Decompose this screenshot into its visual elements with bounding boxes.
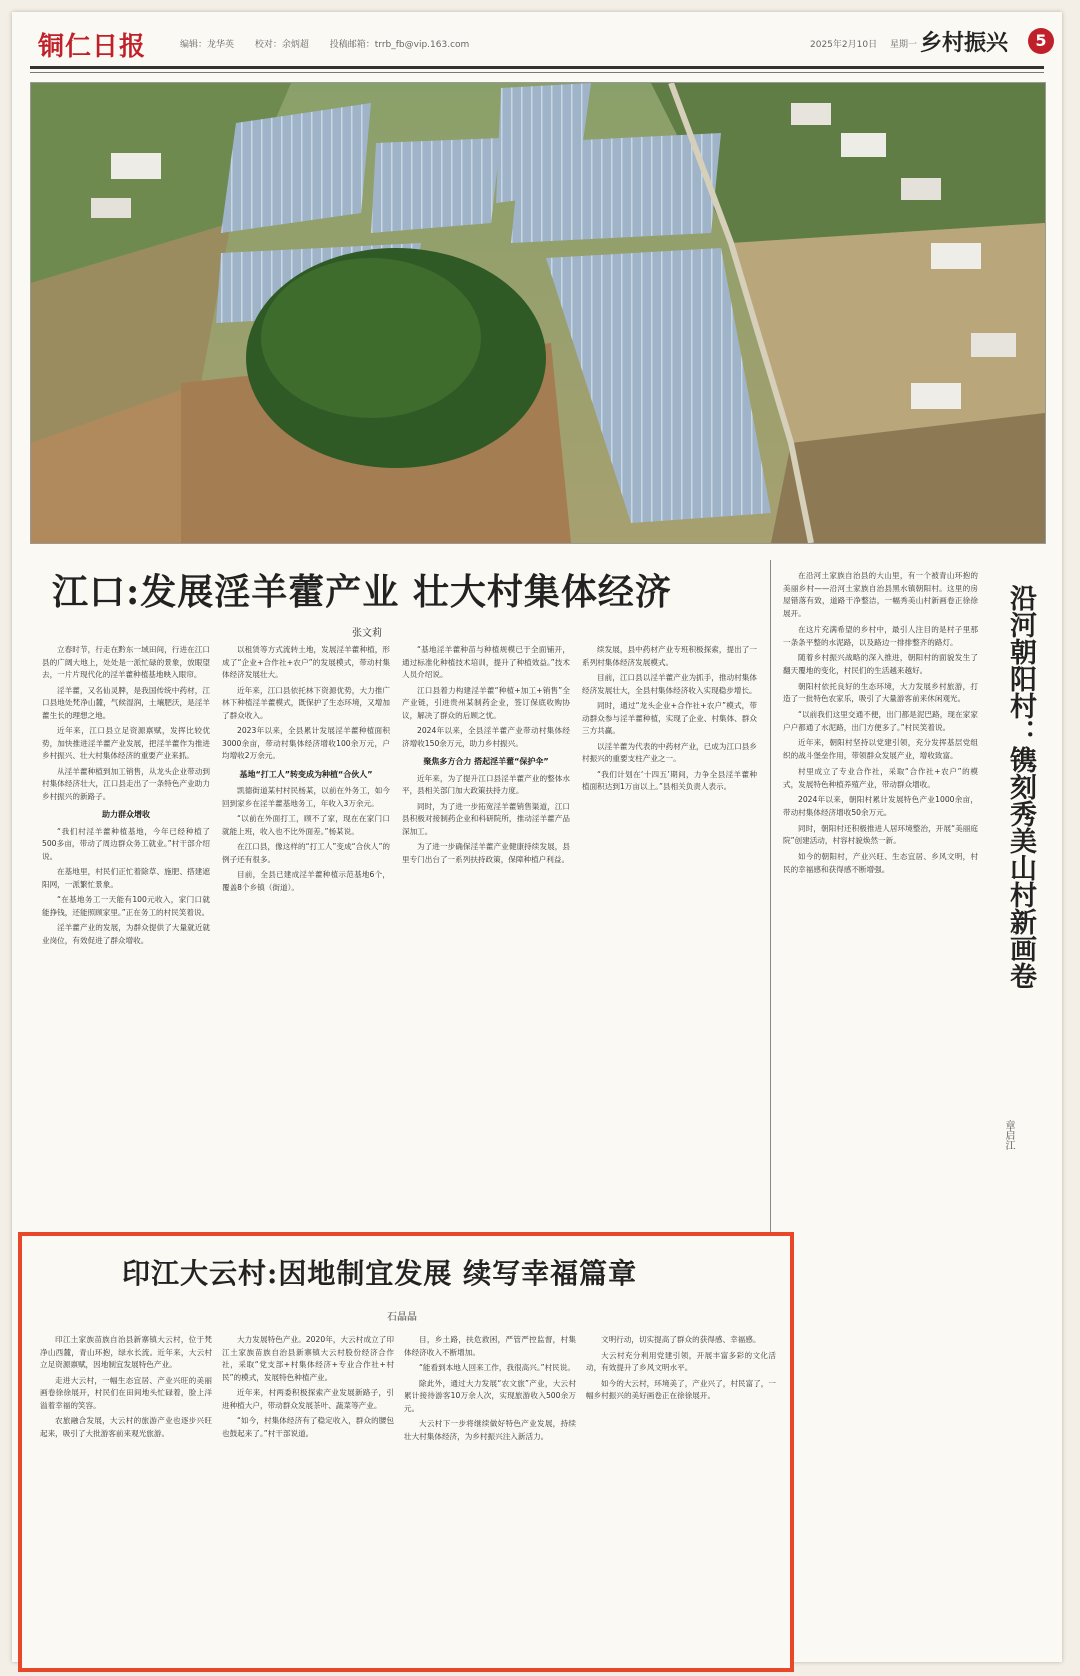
article1-paragraph: 淫羊藿，又名仙灵脾，是我国传统中药材，江口县地处梵净山麓，气候湿润，土壤肥沃，是淫羊藿生长的理想之地。 (42, 685, 210, 720)
sidebar-paragraph: 村里成立了专业合作社，采取“合作社+农户”的模式，发展特色种植养殖产业，带动群众增收。 (783, 766, 978, 789)
submission-email: 投稿邮箱：trrb_fb@vip.163.com (329, 40, 470, 50)
sidebar-body (783, 570, 978, 1650)
sidebar-paragraph: 如今的朝阳村，产业兴旺、生态宜居、乡风文明，村民的幸福感和获得感不断增强。 (783, 852, 978, 874)
section-title: 乡村振兴 (920, 31, 1009, 56)
article2-headline: 印江大云村:因地制宜发展 续写幸福篇章 (122, 1257, 638, 1290)
article1-headline: 江口:发展淫羊藿产业 壮大村集体经济 (52, 571, 672, 613)
article2-paragraph: 大云村充分利用党建引领，开展丰富多彩的文化活动，有效提升了乡风文明水平。 (586, 1350, 776, 1372)
article1-paragraph: 同时，通过“龙头企业+合作社+农户”模式，带动群众参与淫羊藿种植，实现了企业、村集体、群众三方共赢。 (582, 701, 757, 735)
article1-subhead: 助力群众增收 (102, 810, 150, 819)
sidebar-paragraph: 朝阳村依托良好的生态环境，大力发展乡村旅游，打造了一批特色农家乐，吸引了大量游客前来休闲观光。 (783, 681, 978, 704)
article2-paragraph: “能看到本地人回来工作，我很高兴。”村民说。 (419, 1363, 575, 1372)
article2-paragraph: 走进大云村，一幅生态宜居、产业兴旺的美丽画卷徐徐展开，村民们在田间地头忙碌着，脸上洋溢着幸福的笑容。 (40, 1375, 212, 1410)
aerial-photo (30, 82, 1046, 544)
article1-paragraph: 近年来，为了提升江口县淫羊藿产业的整体水平，县相关部门加大政策扶持力度。 (402, 773, 570, 795)
article2-column-2 (222, 1334, 394, 1659)
article1-paragraph: 以租赁等方式流转土地，发展淫羊藿种植，形成了“企业+合作社+农户”的发展模式，带动村集体经济发展壮大。 (222, 645, 390, 679)
article1-paragraph: 2024年以来，全县淫羊藿产业带动村集体经济增收150余万元，助力乡村振兴。 (402, 726, 570, 748)
aerial-photo-illustration (31, 83, 1045, 543)
paper-name: 铜仁日报 (38, 32, 147, 62)
article2-paragraph: 如今的大云村，环境美了，产业兴了，村民富了，一幅乡村振兴的美好画卷正在徐徐展开。 (586, 1378, 776, 1400)
issue-date (810, 37, 927, 50)
sidebar-headline: 沿河朝阳村：镌刻秀美山村新画卷 (1005, 584, 1036, 989)
article2-paragraph: 文明行动，切实提高了群众的获得感、幸福感。 (601, 1335, 761, 1344)
article1-paragraph: 以淫羊藿为代表的中药材产业，已成为江口县乡村振兴的重要支柱产业之一。 (582, 741, 757, 763)
article1-paragraph: 目前，全县已建成淫羊藿种植示范基地6个，覆盖8个乡镇（街道）。 (222, 870, 390, 892)
article1-column-1 (42, 644, 210, 1232)
article2-paragraph: 印江土家族苗族自治县新寨镇大云村，位于梵净山西麓，青山环抱，绿水长流。近年来，大云村立足资源禀赋，因地制宜发展特色产业。 (40, 1335, 212, 1369)
sidebar-paragraph: 在沿河土家族自治县的大山里，有一个被青山环抱的美丽乡村——沿河土家族自治县黑水镇朝阳村。这里的房屋错落有致，道路干净整洁，一幅秀美山村新画卷正徐徐展开。 (783, 571, 978, 619)
article2-paragraph: 大云村下一步将继续做好特色产业发展，持续壮大村集体经济，为乡村振兴注入新活力。 (404, 1419, 576, 1441)
article1-column-4 (582, 644, 757, 1232)
article2-paragraph: 大力发展特色产业。2020年，大云村成立了印江土家族苗族自治县新寨镇大云村股份经济合作社，采取“党支部+村集体经济+专业合作社+村民”的模式，发展特色种植产业。 (222, 1335, 394, 1382)
article1-paragraph: “以前在外面打工，顾不了家，现在在家门口就能上班，收入也不比外面差。”杨某说。 (222, 814, 390, 836)
article1-subhead: 基地“打工人”转变成为种植“合伙人” (239, 769, 373, 779)
sidebar-paragraph: 随着乡村振兴战略的深入推进，朝阳村的面貌发生了翻天覆地的变化，村民们的生活越来越好。 (783, 653, 978, 675)
article2-byline: 石晶晶 (387, 1312, 417, 1323)
article2-paragraph: 近年来，村两委积极探索产业发展新路子，引进种植大户，带动群众发展茶叶、蔬菜等产业。 (222, 1388, 394, 1410)
article1-paragraph: 在江口县，像这样的“打工人”变成“合伙人”的例子还有很多。 (222, 842, 390, 864)
article1-paragraph: 立春时节，行走在黔东一域田间，行进在江口县的广阔大地上，处处是一派忙碌的景象，放眼望去，一片片现代化的淫羊藿种植基地映入眼帘。 (42, 645, 210, 679)
article1-paragraph: 从淫羊藿种植到加工销售，从龙头企业带动到村集体经济壮大，江口县走出了一条特色产业助力乡村振兴的新路子。 (42, 766, 210, 801)
proofreader-credit: 校对：余炳超 (254, 40, 309, 50)
article1-paragraph: 为了进一步确保淫羊藿产业健康持续发展，县里专门出台了一系列扶持政策，保障种植户利益。 (402, 842, 570, 864)
sidebar-paragraph: “以前我们这里交通不便，出门都是泥巴路，现在家家户户都通了水泥路，出门方便多了。”村民笑着说。 (783, 710, 978, 732)
article1-paragraph: “我们计划在‘十四五’期间，力争全县淫羊藿种植面积达到1万亩以上。”县相关负责人表示。 (582, 769, 757, 791)
article2-column-3 (404, 1334, 576, 1659)
article2-paragraph: “如今，村集体经济有了稳定收入，群众的腰包也鼓起来了。”村干部说道。 (222, 1416, 394, 1438)
article1-paragraph: 凯德街道某村村民杨某，以前在外务工，如今回到家乡在淫羊藿基地务工，年收入3万余元。 (222, 786, 390, 808)
newspaper-page (12, 12, 1062, 1662)
article2-column-1 (40, 1334, 212, 1659)
page-credits (180, 37, 487, 50)
article1-paragraph: 近年来，江口县立足资源禀赋，发挥比较优势，加快推进淫羊藿产业发展，把淫羊藿作为推进乡村振兴、壮大村集体经济的重要产业来抓。 (42, 726, 210, 760)
highlighted-article (18, 1232, 794, 1672)
article1-subhead: 聚焦多方合力 搭起淫羊藿“保护伞” (423, 757, 549, 766)
article2-paragraph: 除此外，通过大力发展“农文旅”产业，大云村累计接待游客10万余人次，实现旅游收入500余万元。 (404, 1378, 576, 1413)
editor-credit: 编辑：龙华英 (180, 40, 235, 50)
weekday-text: 星期一 (889, 40, 917, 50)
masthead-rule (30, 66, 1044, 69)
article1-paragraph: 在基地里，村民们正忙着除草、施肥、搭建遮阳网，一派繁忙景象。 (42, 867, 210, 889)
sidebar-paragraph: 同时，朝阳村还积极推进人居环境整治，开展“美丽庭院”创建活动，村容村貌焕然一新。 (783, 823, 978, 846)
article1-paragraph: “基地淫羊藿种苗与种植规模已于全面铺开，通过标准化种植技术培训，提升了种植效益。”技术人员介绍说。 (402, 645, 570, 679)
article1-paragraph: 江口县着力构建淫羊藿“种植+加工+销售”全产业链，引进贵州某制药企业，签订保底收购协议，解决了群众的后顾之忧。 (402, 685, 570, 720)
article1-paragraph: “我们村淫羊藿种植基地，今年已经种植了500多亩，带动了周边群众务工就业。”村干部介绍说。 (42, 826, 210, 861)
sidebar-article (770, 560, 1045, 1662)
article2-paragraph: 目，乡土路，扶危救困，严管严控监督，村集体经济收入不断增加。 (404, 1335, 576, 1357)
article1-paragraph: 续发展，县中药材产业专班积极探索，提出了一系列村集体经济发展模式。 (582, 645, 757, 667)
sidebar-author: 章启江 (1003, 1120, 1014, 1150)
sidebar-paragraph: 2024年以来，朝阳村累计发展特色产业1000余亩，带动村集体经济增收50余万元。 (783, 795, 978, 817)
page-number-badge: 5 (1028, 28, 1054, 54)
sidebar-paragraph: 近年来，朝阳村坚持以党建引领，充分发挥基层党组织的战斗堡垒作用，带领群众发展产业，增收致富。 (783, 738, 978, 761)
article1-column-3 (402, 644, 570, 1232)
article1-paragraph: 目前，江口县以淫羊藿产业为抓手，推动村集体经济发展壮大，全县村集体经济收入实现稳步增长。 (582, 673, 757, 695)
article1-paragraph: 近年来，江口县依托林下资源优势，大力推广林下种植淫羊藿模式，既保护了生态环境，又增加了群众收入。 (222, 685, 390, 720)
article2-paragraph: 农旅融合发展，大云村的旅游产业也逐步兴旺起来，吸引了大批游客前来观光旅游。 (40, 1416, 212, 1438)
article1-paragraph: 2023年以来，全县累计发展淫羊藿种植面积3000余亩，带动村集体经济增收100余万元，户均增收2万余元。 (222, 726, 390, 760)
sidebar-paragraph: 在这片充满希望的乡村中，最引人注目的是村子里那一条条平整的水泥路，以及路边一排排整齐的路灯。 (783, 624, 978, 647)
article2-column-4 (586, 1334, 776, 1659)
article1-byline: 张文莉 (352, 628, 382, 639)
article1-paragraph: 同时，为了进一步拓宽淫羊藿销售渠道，江口县积极对接制药企业和科研院所，推动淫羊藿产品深加工。 (402, 801, 570, 836)
masthead (30, 22, 1047, 78)
article1-column-2 (222, 644, 390, 1232)
article1-paragraph: “在基地务工一天能有100元收入，家门口就能挣钱，还能照顾家里。”正在务工的村民笑着说。 (42, 895, 210, 917)
article1-paragraph: 淫羊藿产业的发展，为群众提供了大量就近就业岗位，有效促进了群众增收。 (42, 923, 210, 945)
masthead-rule-thin (30, 72, 1044, 73)
date-text: 2025年2月10日 (810, 40, 878, 50)
